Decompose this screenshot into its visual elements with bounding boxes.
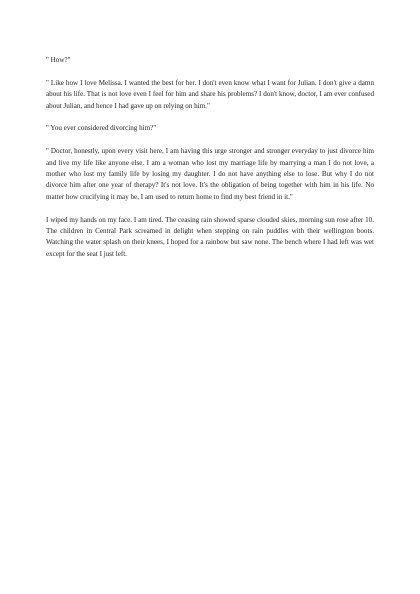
paragraph-dialogue-divorce-answer: " Doctor, honestly, upon every visit here, I am having this urge stronger and stronger everyday to just divorce him and live my life like anyone else. I am a woman who lost my marriage life by marrying a man I do not love, a mother who lost my family life by losing my daughter. I do not have anything else to lose. But why I do not divorce him after one year of therapy? It's not love. It's the obligation of being together with him in his life. No matter how crucifying it may be, I am used to return home to find my best friend in it." [46, 147, 374, 201]
paragraph-dialogue-melissa: " Like how I love Melissa. I wanted the best for her. I don't even know what I want for Julian. I don't give a damn about his life. That is not love even I feel for him and share his problems? I don't know, doctor, I am ever confused about Julian, and hence I had gave up on relying on him." [46, 78, 374, 110]
document-body [46, 55, 374, 272]
paragraph-dialogue-divorce-question: " You ever considered divorcing him?" [46, 124, 157, 133]
paragraph-dialogue-how: " How?" [46, 56, 71, 64]
paragraph-narration: I wiped my hands on my face. I am tired. The ceasing rain showed sparse clouded skies, morning sun rose after 10. The children in Central Park screamed in delight when stepping on rain puddles with their wellington boots. Watching the water splash on their knees, I hoped for a rainbow but saw none. The bench where I had left was wet except for the seat I just left. [46, 215, 374, 258]
